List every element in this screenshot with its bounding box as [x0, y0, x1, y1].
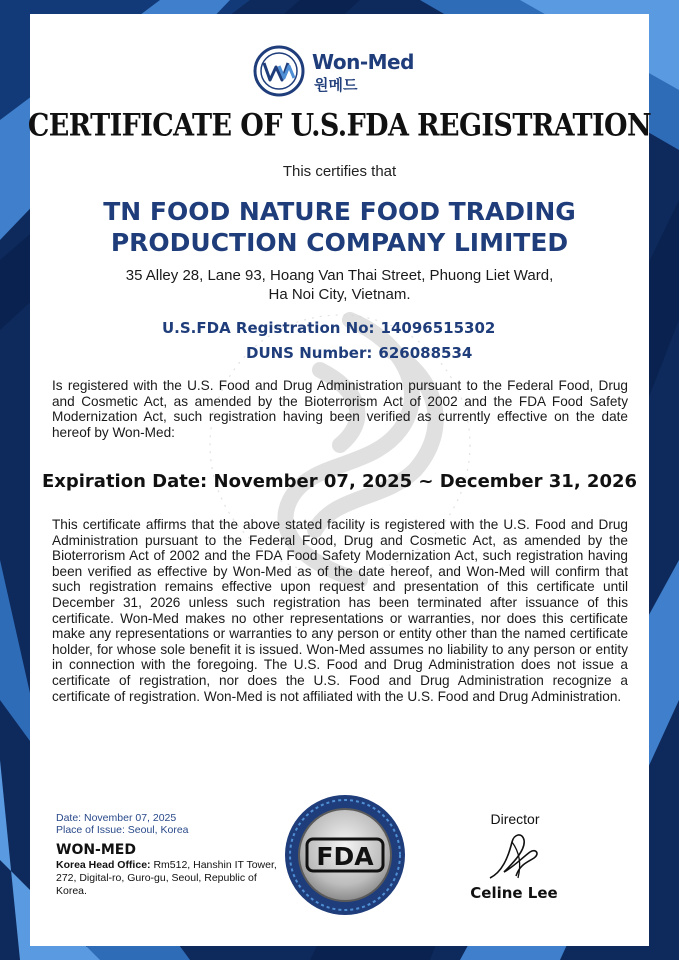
logo-name-english: Won-Med	[312, 50, 414, 74]
expiration-date: Expiration Date: November 07, 2025 ~ December 31, 2026	[41, 471, 638, 492]
fda-registration-label: U.S.FDA Registration No:	[162, 319, 375, 337]
fda-registration-line	[162, 319, 495, 337]
certificate-body-text: This certificate affirms that the above stated facility is registered with the U.S. Food and Drug Administration pursuant to the Federal Food, Drug and Cosmetic Act, as amended by the Bioterrorism Act of 2002 and the FDA Food Safety Modernization Act, such registration having been verified as effective by Won-Med as of the date hereof, and Won-Med will confirm that such registration remains effective upon request and presentation of this certificate until December 31, 2026 unless such registration has been terminated after issuance of this certificate. Won-Med makes no other representations or warranties, nor does this certificate make any representations or warranties to any person or entity other than the named certificate holder, for whose sole benefit it is issued. Won-Med assumes no liability to any person or entity in connection with the foregoing. The U.S. Food and Drug Administration does not issue a certificate of registration, nor does the U.S. Food and Drug Administration recognize a certificate of registration. Won-Med is not affiliated with the U.S. Food and Drug Administration.	[52, 517, 628, 704]
place-of-issue: Place of Issue: Seoul, Korea	[56, 824, 189, 836]
fda-seal-icon	[283, 793, 407, 917]
certifies-intro: This certifies that	[282, 163, 397, 180]
head-office-label: Korea Head Office:	[56, 859, 151, 871]
director-signature	[482, 828, 552, 886]
director-label: Director	[490, 811, 540, 827]
issuer-company-name: WON-MED	[56, 842, 136, 858]
issue-date: Date: November 07, 2025	[56, 812, 177, 824]
duns-number-label: DUNS Number:	[246, 344, 373, 362]
duns-number-value: 626088534	[378, 344, 473, 362]
duns-number-line	[246, 344, 472, 362]
registration-statement: Is registered with the U.S. Food and Drug Administration pursuant to the Federal Food, Drug and Cosmetic Act, as amended by the Bioterrorism Act of 2002 and the FDA Food Safety Modernization Act, such registration having been verified as currently effective on the date hereof by Won-Med:	[52, 378, 628, 440]
address-line-2: Ha Noi City, Vietnam.	[268, 286, 411, 303]
address-line-1: 35 Alley 28, Lane 93, Hoang Van Thai Street, Phuong Liet Ward,	[125, 267, 554, 284]
head-office-address	[56, 859, 286, 898]
fda-registration-number: 14096515302	[380, 319, 496, 337]
company-address	[90, 266, 589, 304]
logo-name-korean: 원메드	[314, 76, 358, 94]
seal-text: FDA	[316, 842, 374, 871]
head-office-address-text: Rm512, Hanshin IT Tower, 272, Digital-ro, Guro-gu, Seoul, Republic of Korea.	[56, 859, 277, 897]
wm-monogram-icon	[252, 44, 306, 98]
certificate-title: CERTIFICATE OF U.S.FDA REGISTRATION	[27, 107, 652, 144]
won-med-logo	[252, 44, 442, 100]
company-name-line-2: PRODUCTION COMPANY LIMITED	[110, 228, 569, 257]
company-name	[40, 196, 639, 258]
company-name-line-1: TN FOOD NATURE FOOD TRADING	[103, 197, 576, 226]
issuer-details	[56, 812, 286, 898]
director-name: Celine Lee	[470, 884, 558, 902]
